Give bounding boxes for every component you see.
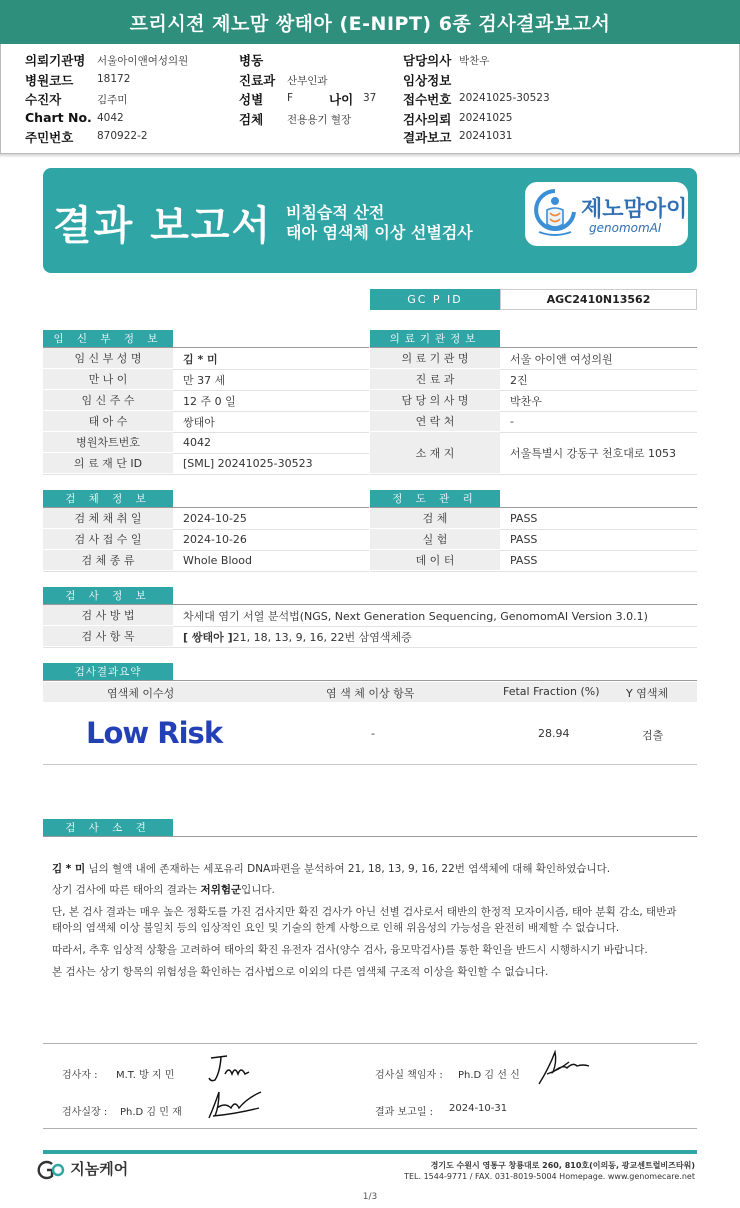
qc-data-status: PASS [510, 554, 538, 567]
report-date-label: 결과 보고일 : [375, 1107, 434, 1118]
dept-value: 산부인과 [287, 75, 328, 87]
request-value: 20241025 [459, 112, 513, 124]
institution-info-label: 진 료 과 [370, 369, 500, 390]
specimen-collection-date: 2024-10-25 [183, 512, 247, 525]
opinion-patient-name: 김 * 미 [52, 863, 86, 875]
qc-label: 데 이 터 [370, 550, 500, 571]
banner-subtitle-line2: 태아 염색체 이상 선별검사 [286, 223, 473, 242]
opinion-line-3: 단, 본 검사 결과는 매우 높은 정확도를 가진 검사지만 확진 검사가 아닌 선별 검사로서 태반의 한정적 모자이시즘, 태아 분획 감소, 태반과 [52, 906, 677, 918]
summary-abnormal-value: - [371, 727, 375, 740]
opinion-line-1-text: 님의 혈액 내에 존재하는 세포유리 DNA파편을 분석하여 21, 18, 13, 9, 16, 22번 염색체에 대해 확인하였습니다. [85, 863, 611, 875]
report-date-value: 2024-10-31 [449, 1103, 508, 1114]
footer-contact: TEL. 1544-9771 / FAX. 031-8019-5004 Homepage. www.genomecare.net [404, 1172, 695, 1181]
section-pregnancy-info: 임 신 부 정 보 [43, 330, 173, 347]
pregnancy-foundation-id: [SML] 20241025-30523 [183, 457, 313, 470]
genomecare-logo [35, 1158, 128, 1180]
row-divider [370, 474, 697, 475]
clinical-label: 임상정보 [403, 73, 452, 88]
row-divider [173, 411, 369, 412]
hospital-code-label: 병원코드 [25, 73, 74, 88]
header-divider [0, 154, 740, 158]
section-institution-info: 의료기관정보 [370, 330, 500, 347]
institution-info-label: 소 재 지 [370, 432, 500, 474]
specimen-receipt-date: 2024-10-26 [183, 533, 247, 546]
pregnancy-label: 병원차트번호 [43, 432, 173, 453]
test-items-bold: [ 쌍태아 ] [183, 630, 233, 644]
signature-top-line [43, 1043, 697, 1044]
pregnancy-label: 만 나 이 [43, 369, 173, 390]
summary-col-abnormal: 염 색 체 이상 항목 [326, 687, 415, 700]
row-divider [173, 369, 369, 370]
receipt-label: 접수번호 [403, 92, 452, 107]
section-test-info: 검 사 정 보 [43, 587, 173, 604]
lab-manager-signature-icon [533, 1048, 593, 1088]
specimen-label: 검 체 종 류 [43, 550, 173, 571]
test-items-text: 21, 18, 13, 9, 16, 22번 삼염색체증 [232, 630, 412, 644]
genomom-logo-icon [533, 188, 577, 240]
signature-bottom-line [43, 1128, 697, 1129]
pregnancy-label: 임 신 부 성 명 [43, 348, 173, 369]
qc-specimen-status: PASS [510, 512, 538, 525]
opinion-line-2 [52, 883, 275, 898]
doctor-value: 박찬우 [459, 55, 490, 67]
test-items-value [183, 626, 412, 647]
specimen-label: 검 사 접 수 일 [43, 529, 173, 550]
gcp-id-value: AGC2410N13562 [500, 289, 697, 310]
chart-value: 4042 [97, 112, 124, 124]
lab-manager-name: Ph.D 김 선 신 [458, 1070, 520, 1081]
sex-value: F [287, 92, 294, 104]
summary-col-aneuploidy: 염색체 이수성 [107, 687, 175, 700]
lab-head-name: Ph.D 김 민 재 [120, 1107, 182, 1118]
row-divider [43, 647, 697, 648]
lab-head-signature-icon [205, 1086, 265, 1122]
pregnancy-chart-no: 4042 [183, 436, 211, 449]
institution-info-label: 의 료 기 관 명 [370, 348, 500, 369]
request-label: 검사의뢰 [403, 112, 452, 127]
institution-info-label: 담 당 의 사 명 [370, 390, 500, 411]
specimen-value: 전용용기 혈장 [287, 114, 352, 126]
chart-label: Chart No. [25, 110, 92, 125]
resident-label: 주민번호 [25, 130, 74, 145]
summary-fetal-fraction-value: 28.94 [538, 727, 570, 740]
opinion-line-1 [52, 862, 610, 877]
age-label: 나이 [329, 92, 354, 107]
ward-label: 병동 [239, 53, 264, 68]
pregnancy-label: 태 아 수 [43, 411, 173, 432]
summary-header-row [43, 682, 697, 702]
section-opinion: 검 사 소 견 [43, 819, 173, 836]
age-value: 37 [363, 92, 377, 104]
specimen-label: 검 체 채 취 일 [43, 508, 173, 529]
row-divider [43, 764, 697, 765]
specimen-label: 검체 [239, 112, 264, 127]
opinion-line-6: 본 검사는 상기 항목의 위험성을 확인하는 검사법으로 이외의 다른 염색체 구조적 이상을 확인할 수 없습니다. [52, 966, 549, 978]
patient-label: 수진자 [25, 92, 62, 107]
test-items-label: 검 사 항 목 [43, 626, 173, 647]
row-divider [43, 474, 369, 475]
opinion-line-2-end: 입니다. [241, 884, 275, 896]
summary-col-y-chromosome: Y 염색체 [626, 687, 669, 700]
footer-bar [43, 1150, 697, 1154]
row-divider [500, 529, 697, 530]
opinion-line-2-text: 상기 검사에 따른 태아의 결과는 [52, 884, 201, 896]
tester-signature-icon [205, 1052, 255, 1086]
banner-title: 결과 보고서 [53, 203, 273, 249]
row-divider [173, 453, 369, 454]
row-divider [173, 550, 369, 551]
section-divider [43, 680, 697, 681]
result-low-risk: Low Risk [86, 716, 223, 750]
lab-head-label: 검사실장 : [62, 1107, 108, 1118]
dept-label: 진료과 [239, 73, 276, 88]
report-label: 결과보고 [403, 130, 452, 145]
row-divider [173, 626, 697, 627]
qc-experiment-status: PASS [510, 533, 538, 546]
genomecare-logo-icon [35, 1160, 65, 1180]
pregnancy-label: 의 료 재 단 ID [43, 453, 173, 474]
hospital-code-value: 18172 [97, 73, 131, 85]
row-divider [500, 369, 697, 370]
result-banner [43, 168, 697, 273]
tester-name: M.T. 방 지 민 [116, 1070, 175, 1081]
tester-label: 검사자 : [62, 1070, 98, 1081]
footer-address: 경기도 수원시 영통구 창룡대로 260, 810호(이의동, 광교센트럴비즈타워) [430, 1161, 695, 1170]
banner-subtitle-line1: 비침습적 산전 [286, 203, 385, 222]
row-divider [500, 390, 697, 391]
row-divider [173, 432, 369, 433]
logo-english-text: genomomAI [589, 221, 662, 235]
row-divider [173, 529, 369, 530]
section-result-summary: 검사결과요약 [43, 663, 173, 680]
institution-info-doctor: 박찬우 [510, 394, 542, 408]
pregnancy-age: 만 37 세 [183, 373, 226, 387]
company-name: 지놈케어 [70, 1160, 129, 1178]
row-divider [43, 571, 369, 572]
section-divider [43, 836, 697, 837]
row-divider [500, 432, 697, 433]
logo-korean-text: 제노맘아이 [581, 197, 688, 222]
summary-col-fetal-fraction: Fetal Fraction (%) [503, 685, 600, 698]
qc-label: 검 체 [370, 508, 500, 529]
page-number: 1/3 [362, 1192, 378, 1202]
pregnancy-fetus-count: 쌍태아 [183, 415, 215, 429]
gcp-id-label: GC P ID [370, 289, 500, 310]
pregnancy-label: 임 신 주 수 [43, 390, 173, 411]
patient-value: 김주미 [97, 94, 128, 106]
row-divider [370, 571, 697, 572]
institution-info-contact: - [510, 415, 514, 428]
specimen-type: Whole Blood [183, 554, 252, 567]
institution-label: 의뢰기관명 [25, 53, 86, 68]
opinion-line-4: 태아의 염색체 이상 불일치 등의 임상적인 요인 및 기술의 한계 사항으로 인해 위음성의 가능성을 완전히 배제할 수 없습니다. [52, 922, 620, 934]
section-quality-control: 정 도 관 리 [370, 490, 500, 507]
opinion-risk-group: 저위험군 [200, 884, 242, 896]
genomom-logo [525, 182, 688, 246]
report-title: 프리시젼 제노맘 쌍태아 (E-NIPT) 6종 검사결과보고서 [0, 0, 740, 44]
resident-value: 870922-2 [97, 130, 148, 142]
row-divider [173, 390, 369, 391]
institution-value: 서울아이앤여성의원 [97, 55, 189, 67]
doctor-label: 담당의사 [403, 53, 452, 68]
report-value: 20241031 [459, 130, 513, 142]
banner-subtitle [286, 203, 473, 243]
summary-y-chromosome-value: 검출 [642, 729, 664, 742]
row-divider [500, 550, 697, 551]
institution-info-label: 연 락 처 [370, 411, 500, 432]
institution-info-address: 서울특별시 강동구 천호대로 1053 [510, 447, 676, 460]
lab-manager-label: 검사실 책임자 : [375, 1070, 443, 1081]
qc-label: 실 험 [370, 529, 500, 550]
test-method-label: 검 사 방 법 [43, 605, 173, 626]
row-divider [500, 411, 697, 412]
sex-label: 성별 [239, 92, 264, 107]
pregnancy-name: 김 * 미 [183, 352, 218, 366]
pregnancy-weeks: 12 주 0 일 [183, 394, 236, 408]
opinion-line-5: 따라서, 추후 임상적 상황을 고려하여 태아의 확진 유전자 검사(양수 검사, 융모막검사)를 통한 확인을 반드시 시행하시기 바랍니다. [52, 944, 648, 956]
test-method-value: 차세대 염기 서열 분석법(NGS, Next Generation Sequencing, GenomomAI Version 3.0.1) [183, 609, 648, 623]
section-specimen-info: 검 체 정 보 [43, 490, 173, 507]
institution-info-name: 서울 아이앤 여성의원 [510, 352, 613, 366]
header-info [0, 44, 740, 154]
institution-info-dept: 2진 [510, 373, 528, 387]
receipt-value: 20241025-30523 [459, 92, 550, 104]
